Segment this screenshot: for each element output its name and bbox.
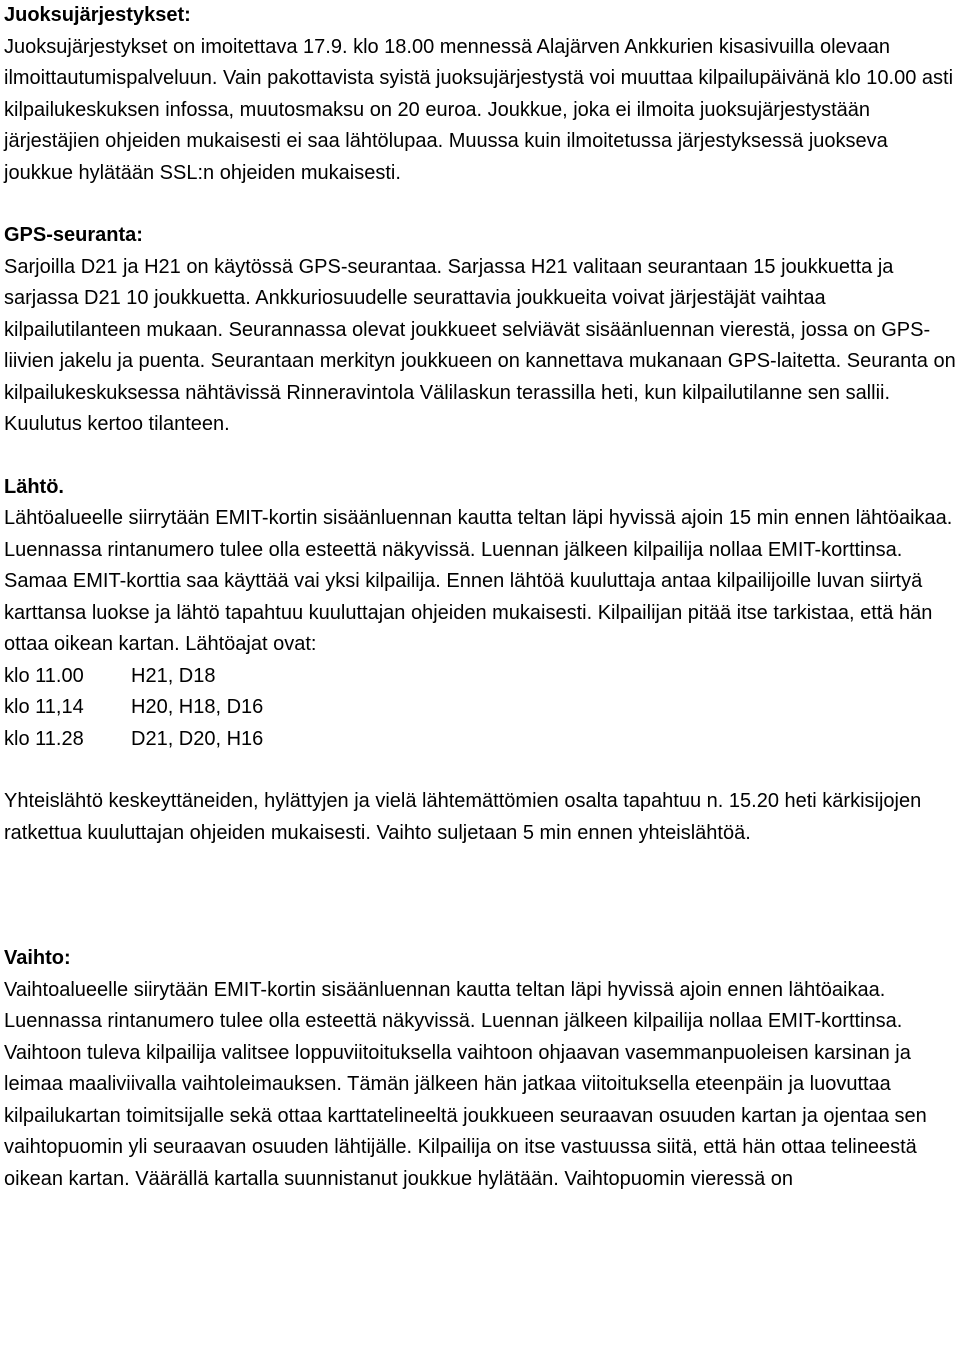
start-time: klo 11.28	[4, 727, 84, 750]
mass-start-paragraph: Yhteislähtö keskeyttäneiden, hylättyjen ja vielä lähtemättömien osalta tapahtuu n. 15.20 heti kärkisijojen ratkettua kuuluttajan ohjeiden mukaisesti. Vaihto suljetaan 5 min ennen yhteislähtöä.	[4, 790, 922, 844]
start-classes: D21, D20, H16	[131, 727, 264, 750]
section-title: GPS-seuranta:	[4, 224, 143, 246]
table-row	[4, 724, 263, 756]
section-gps-seuranta	[4, 220, 956, 441]
table-row	[4, 692, 263, 724]
section-title: Juoksujärjestykset:	[4, 4, 191, 26]
section-body: Juoksujärjestykset on imoitettava 17.9. klo 18.00 mennessä Alajärven Ankkurien kisasivuilla olevaan ilmoittautumispalveluun. Vain pakottavista syistä juoksujärjestystä voi muuttaa kilpailupäivänä klo 10.00 asti kilpailukeskuksen infossa, muutosmaksu on 20 euroa. Joukkue, joka ei ilmoita juoksujärjestystään järjestäjien ohjeiden mukaisesti ei saa lähtölupaa. Muussa kuin ilmoitetussa järjestyksessä juokseva joukkue hylätään SSL:n ohjeiden mukaisesti.	[4, 35, 954, 184]
section-lahto	[4, 472, 956, 850]
section-vaihto	[4, 943, 956, 1195]
section-body: Sarjoilla D21 ja H21 on käytössä GPS-seurantaa. Sarjassa H21 valitaan seurantaan 15 joukkuetta ja sarjassa D21 10 joukkuetta. Ankkuriosuudelle seurattavia joukkueita voivat järjestäjät vaihtaa kilpailutilanteen mukaan. Seurannassa olevat joukkueet selviävät sisäänluennan vierestä, jossa on GPS-liivien jakelu ja puenta. Seurantaan merkityn joukkueen on kannettava mukanaan GPS-laitetta. Seuranta on kilpailukeskuksessa nähtävissä Rinneravintola Välilaskun terassilla heti, kun kilpailutilanne sen sallii. Kuulutus kertoo tilanteen.	[4, 255, 956, 435]
section-juoksujarjestykset	[4, 0, 956, 189]
section-body: Lähtöalueelle siirrytään EMIT-kortin sisäänluennan kautta teltan läpi hyvissä ajoin 15 min ennen lähtöaikaa. Luennassa rintanumero tulee olla esteettä näkyvissä. Luennan jälkeen kilpailija nollaa EMIT-korttinsa. Samaa EMIT-korttia saa käyttää vai yksi kilpailija. Ennen lähtöä kuuluttaja antaa kilpailijoille luvan siirtyä karttansa luokse ja lähtö tapahtuu kuuluttajan ohjeiden mukaisesti. Kilpailijan pitää itse tarkistaa, että hän ottaa oikean kartan. Lähtöajat ovat:	[4, 507, 953, 655]
section-body: Vaihtoalueelle siirytään EMIT-kortin sisäänluennan kautta teltan läpi hyvissä ajoin ennen lähtöaikaa. Luennassa rintanumero tulee olla esteettä näkyvissä. Luennan jälkeen kilpailija nollaa EMIT-korttinsa. Vaihtoon tuleva kilpailija valitsee loppuviitoituksella vaihtoon ohjaavan vasemmanpuoleisen karsinan ja leimaa maaliviivalla vaihtoleimauksen. Tämän jälkeen hän jatkaa viitoituksella eteenpäin ja luovuttaa kilpailukartan toimitsijalle sekä ottaa karttatelineeltä joukkueen seuraavan osuuden kartan ja ojentaa sen vaihtopuomin yli seuraavan osuuden lähtijälle. Kilpailija on itse vastuussa siitä, että hän ottaa telineestä oikean kartan. Väärällä kartalla suunnistanut joukkue hylätään. Vaihtopuomin vieressä on	[4, 978, 927, 1190]
start-classes: H21, D18	[131, 664, 216, 687]
table-row	[4, 661, 263, 693]
start-time: klo 11,14	[4, 696, 84, 718]
start-classes: H20, H18, D16	[131, 696, 264, 718]
section-title: Vaihto:	[4, 947, 71, 969]
start-time: klo 11.00	[4, 664, 84, 687]
start-times-table	[4, 661, 263, 756]
section-title: Lähtö.	[4, 475, 64, 498]
